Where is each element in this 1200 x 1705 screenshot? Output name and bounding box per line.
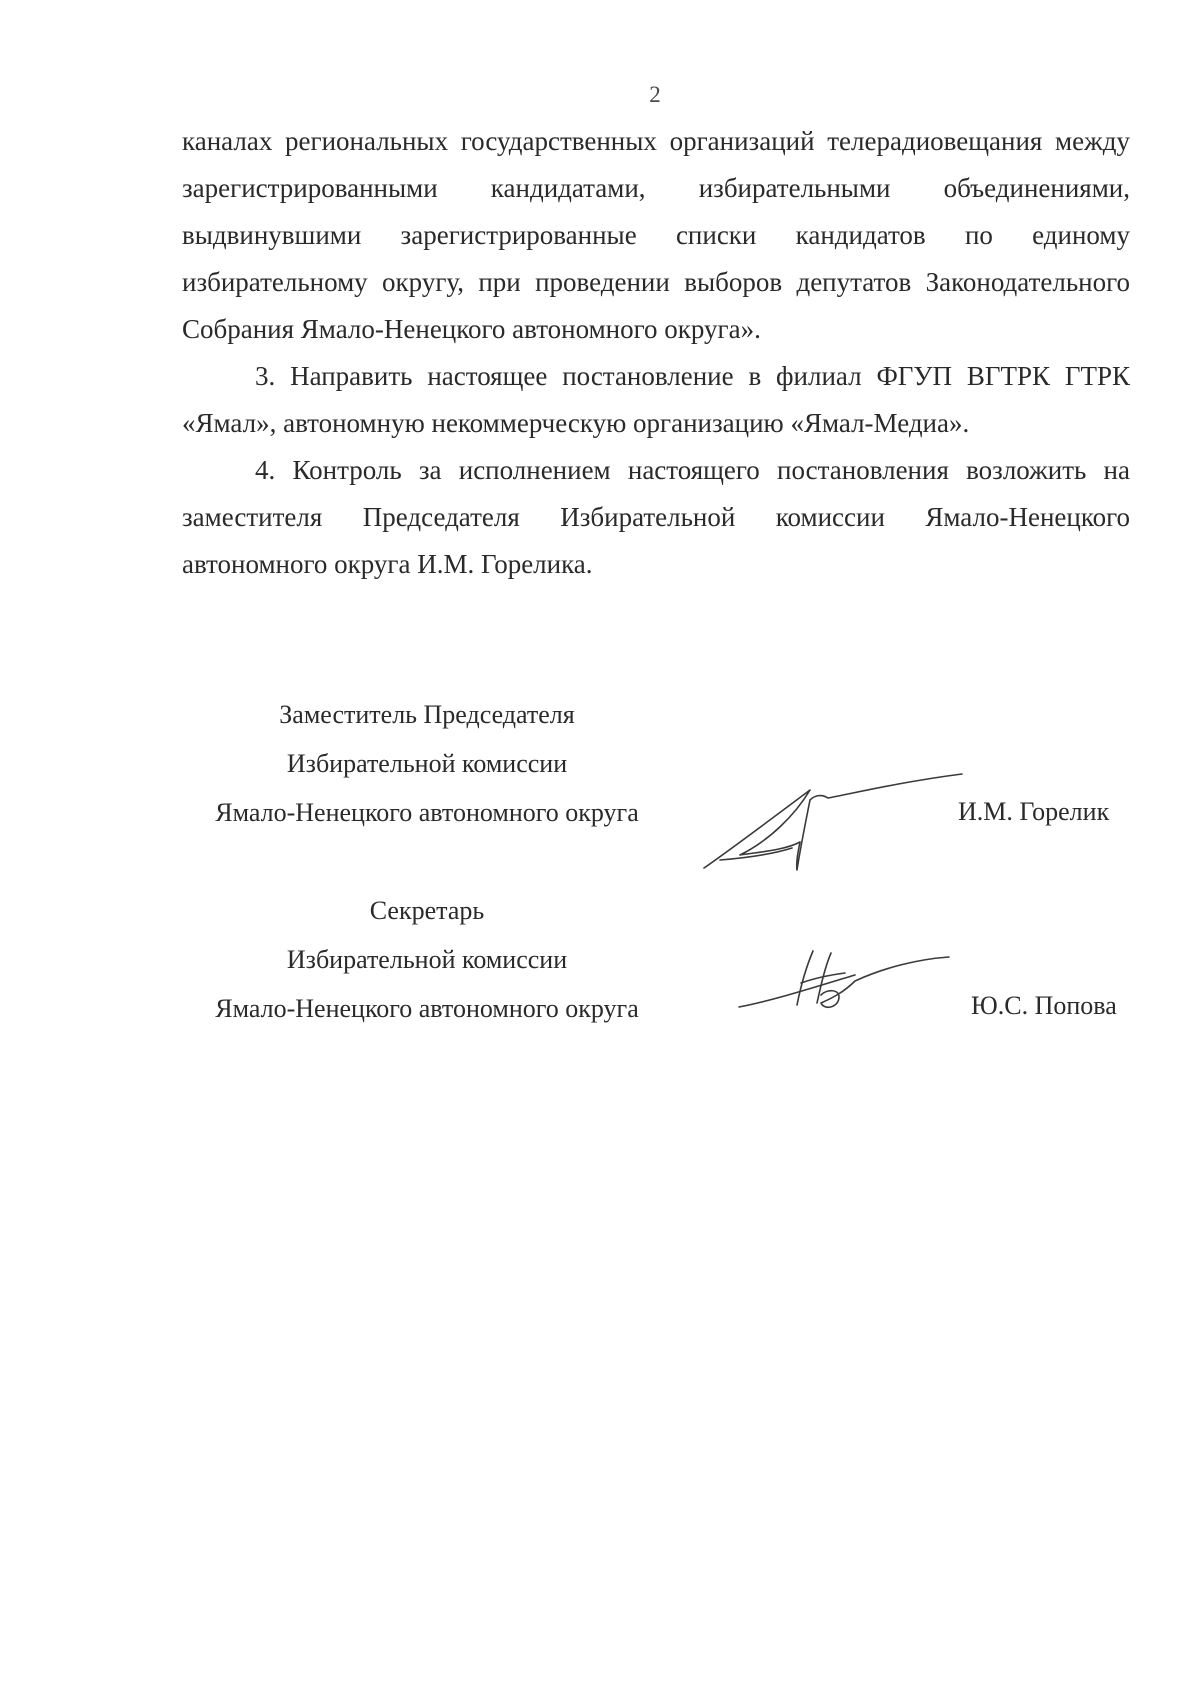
handwritten-signature-popova: [735, 945, 955, 1020]
handwritten-signature-gorelik: [700, 770, 970, 880]
signature-position-line: Избирательной комиссии: [286, 749, 568, 778]
signature-position-line: Секретарь: [369, 896, 485, 925]
paragraph-item-4: 4. Контроль за исполнением настоящего постановления возложить на заместителя Председателя Избирательной комиссии Ямало-Ненецкого автономного округа И.М. Горелика.: [182, 455, 1130, 579]
signature-position-line: Избирательной комиссии: [286, 945, 568, 974]
signature-position-line: Заместитель Председателя: [279, 700, 575, 729]
signature-position-line: Ямало-Ненецкого автономного округа: [215, 798, 639, 827]
signature-block-deputy-chairman: [182, 690, 672, 837]
signature-block-secretary: [182, 886, 672, 1033]
paragraph-item-3: 3. Направить настоящее постановление в филиал ФГУП ВГТРК ГТРК «Ямал», автономную некоммерческую организацию «Ямал-Медиа».: [182, 361, 1130, 438]
signatory-name: И.М. Горелик: [958, 797, 1110, 826]
signature-position-line: Ямало-Ненецкого автономного округа: [215, 994, 639, 1023]
paragraph-continuation: каналах региональных государственных организаций телерадиовещания между зарегистрированными кандидатами, избирательными объединениями, выдвинувшими зарегистрированные списки кандидатов по единому избирательному округу, при проведении выборов депутатов Законодательного Собрания Ямало-Ненецкого автономного округа».: [182, 126, 1130, 344]
signatory-name: Ю.С. Попова: [971, 991, 1117, 1020]
page-number: 2: [649, 82, 661, 107]
document-body: [182, 118, 1130, 588]
